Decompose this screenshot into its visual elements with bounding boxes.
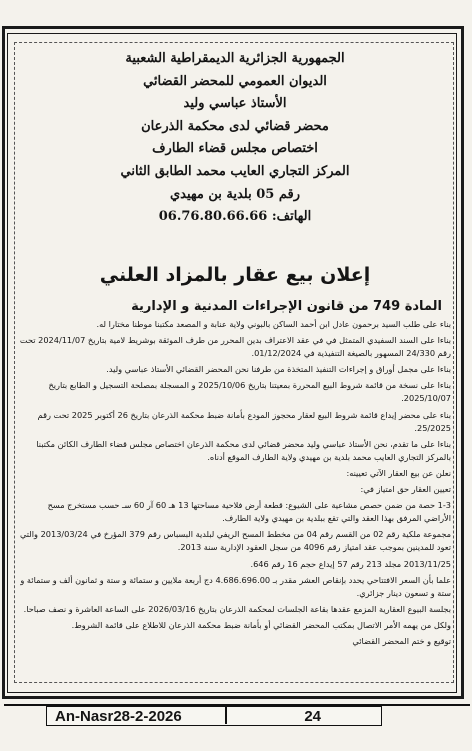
office-header: [20, 48, 450, 229]
notice-body: [19, 318, 451, 651]
paragraph: تعيين العقار حق امتياز في:: [360, 484, 451, 495]
paragraph: بناء على طلب السيد برحمون عادل ابن أحمد الساكن بالبوني ولاية عنابة و المصعد مكتبنا موطنا مختارا له.: [96, 319, 451, 329]
paragraph: بناءا على السند السفيدي المتمثل في في عقد الاعتراف بدين المحرر من طرف الموثقة بوشريط لامية بتاريخ 2024/11/07 تحت رقم 24/330 المسهور بالصيغة التنفيذية في 01/12/2024.: [19, 335, 451, 359]
notice-title: إعلان بيع عقار بالمزاد العلني: [99, 264, 371, 286]
paragraph: بناءا على ما تقدم، نحن الأستاذ عباسي وليد محضر قضائي لدى محكمة الذرعان اختصاص مجلس قضاء الطارف الكائن مكتبنا بالمركز التجاري العايب محمد بلدية بن مهيدي ولاية الطارف الموقع أدناه.: [36, 438, 451, 462]
header-line-8: الهاتف: 06.76.80.66.66: [158, 209, 312, 225]
page-number: 24: [304, 708, 321, 725]
paragraph: 2013/11/25 مجلد 213 رقم 57 إيداع حجم 16 رقم 646.: [250, 558, 451, 569]
paragraph: 1-3 حصة من ضمن حصص مشاعية على الشيوع: قطعة أرض فلاحية مساحتها 13 هـ 60 آر 60 سـ حسب مستخرج مسح الأراضي المرفق بهذا العقد والتي تقع ببلدية بن مهيدي ولاية الطارف.: [47, 500, 451, 524]
paragraph: مجموعة ملكية رقم 02 من القسم رقم 04 من مخطط المسح الريفي لبلدية البسباس رقم 379 المؤرخ في 2013/03/24 والتي تعود للمدينين بموجب عقد امتياز رقم 4096 من سجل العقود الإدارية سنة 2013.: [19, 529, 451, 553]
header-line-3: الأستاذ عباسي وليد: [183, 96, 287, 112]
footer-divider: [225, 707, 227, 724]
header-line-6: المركز التجاري العايب محمد الطابق الثاني: [120, 163, 350, 179]
paragraph: بجلسة البيوع العقارية المزمع عقدها بقاعة الجلسات لمحكمة الذرعان بتاريخ 2026/03/16 على الساعة العاشرة و نصف صباحا.: [23, 603, 451, 614]
header-line-2: الديوان العمومي للمحضر القضائي: [143, 73, 327, 89]
header-line-7: رقم 05 بلدية بن مهيدي: [169, 186, 301, 202]
paragraph: نعلن عن بيع العقار الآتي تعيينه:: [346, 467, 451, 478]
header-line-1: الجمهورية الجزائرية الديمقراطية الشعبية: [125, 51, 345, 66]
paragraph: بناء على محضر إيداع قائمة شروط البيع لعقار محجوز المودع بأمانة ضبط محكمة الذرعان بتاريخ 26 أكتوبر 2025 تحت رقم 25/2025.: [37, 409, 451, 433]
header-line-5: اختصاص مجلس قضاء الطارف: [152, 141, 318, 157]
signature-line: توقيع و ختم المحضر القضائي: [352, 635, 451, 646]
paragraph: بناءا على نسخة من قائمة شروط البيع المحررة بمعيتنا بتاريخ 2025/10/06 و المسجلة بمصلحة التسجيل و الطابع بتاريخ 2025/10/07.: [48, 380, 451, 404]
paragraph: بناءا على مجمل أوراق و إجراءات التنفيذ المتخذة من طرفنا نحن المحضر القضائي الأستاذ عباسي وليد.: [106, 364, 451, 375]
paragraph: علما بأن السعر الافتتاحي يحدد بإنقاص العشر مقدر بـ 4.686.696.00 دج أربعة ملايين و ستمائة و ستة و ثمانون ألف و ستمائة و ستة و تسعون دينار جزائري.: [20, 574, 451, 598]
legal-article: المادة 749 من قانون الإجراءات المدنية و الإدارية: [131, 299, 442, 314]
publication-footer: [46, 706, 382, 726]
publication-name: An-Nasr28-2-2026: [55, 708, 182, 725]
paragraph: ولكل من يهمه الأمر الاتصال بمكتب المحضر القضائي أو بأمانة ضبط محكمة الذرعان للاطلاع على قائمة الشروط.: [71, 619, 451, 630]
header-line-4: محضر قضائي لدى محكمة الذرعان: [141, 118, 329, 134]
